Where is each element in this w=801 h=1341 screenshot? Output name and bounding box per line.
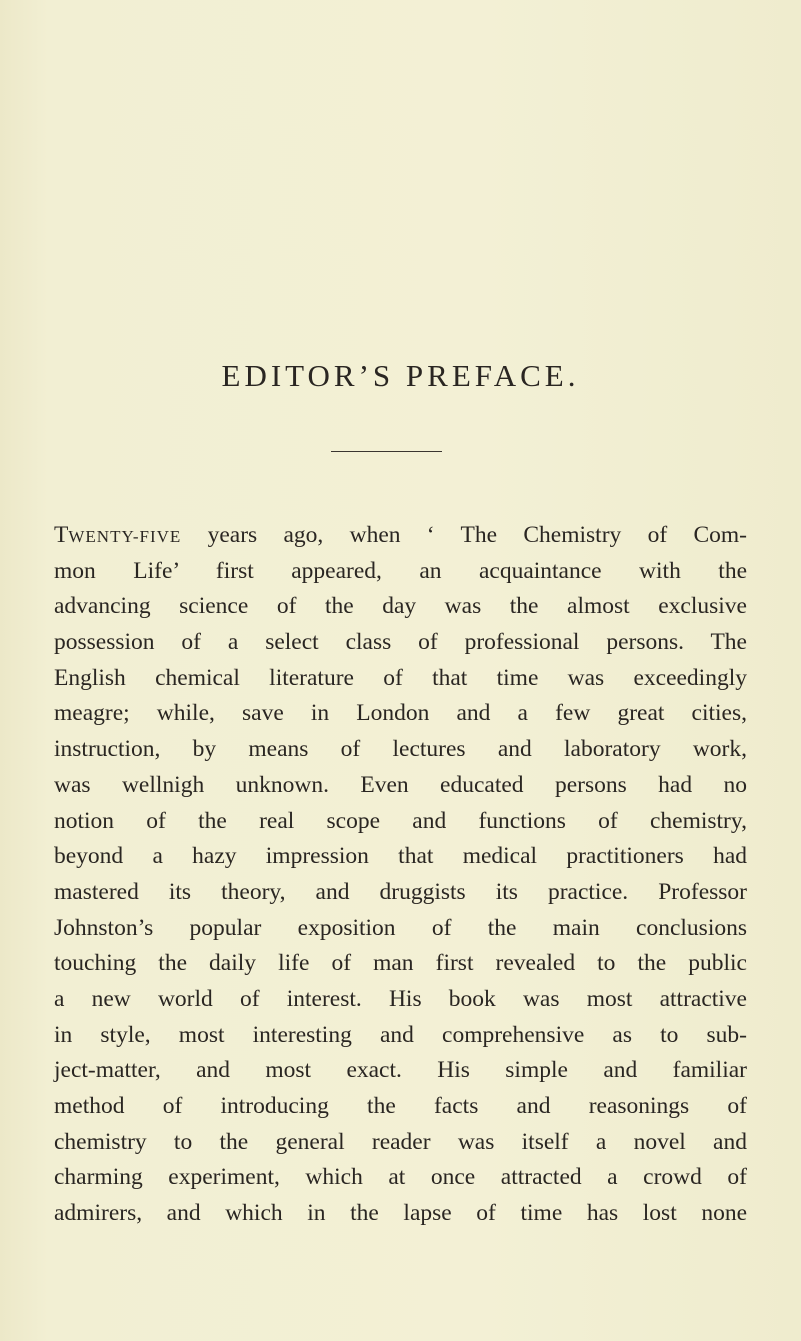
opening-small-caps: TWENTY-FIVE: [54, 522, 182, 548]
text-line-6: meagre; while, save in London and a few great cities,: [54, 700, 747, 727]
text-line-16: ject-matter, and most exact. His simple and familiar: [54, 1057, 747, 1084]
text-line-19: charming experiment, which at once attracted a crowd of: [54, 1164, 747, 1191]
text-line-3: advancing science of the day was the almost exclusive: [54, 593, 747, 620]
text-line-13: touching the daily life of man first revealed to the public: [54, 950, 747, 977]
text-line-20: admirers, and which in the lapse of time has lost none: [54, 1200, 747, 1227]
text-line-10: beyond a hazy impression that medical practitioners had: [54, 843, 747, 870]
text-line-12: Johnston’s popular exposition of the main conclusions: [54, 914, 747, 941]
text-line-15: in style, most interesting and comprehensive as to sub-: [54, 1021, 747, 1048]
text-line-1: TWENTY-FIVE years ago, when ‘ The Chemistry of Com-: [54, 522, 747, 548]
text-line-2: mon Life’ first appeared, an acquaintance with the: [54, 557, 747, 584]
text-line-8: was wellnigh unknown. Even educated persons had no: [54, 771, 747, 798]
page-title: EDITOR’S PREFACE.: [221, 358, 580, 393]
preface-body: [54, 518, 747, 1232]
title-rule: [331, 451, 442, 452]
text-line-7: instruction, by means of lectures and laboratory work,: [54, 736, 747, 763]
text-line-18: chemistry to the general reader was itself a novel and: [54, 1128, 747, 1155]
text-line-17: method of introducing the facts and reasonings of: [54, 1093, 747, 1119]
text-line-9: notion of the real scope and functions of chemistry,: [54, 807, 747, 834]
text-line-11: mastered its theory, and druggists its practice. Professor: [54, 878, 747, 905]
text-line-14: a new world of interest. His book was most attractive: [54, 985, 747, 1012]
text-line-5: English chemical literature of that time was exceedingly: [54, 664, 747, 691]
text-line-4: possession of a select class of professional persons. The: [54, 629, 747, 656]
